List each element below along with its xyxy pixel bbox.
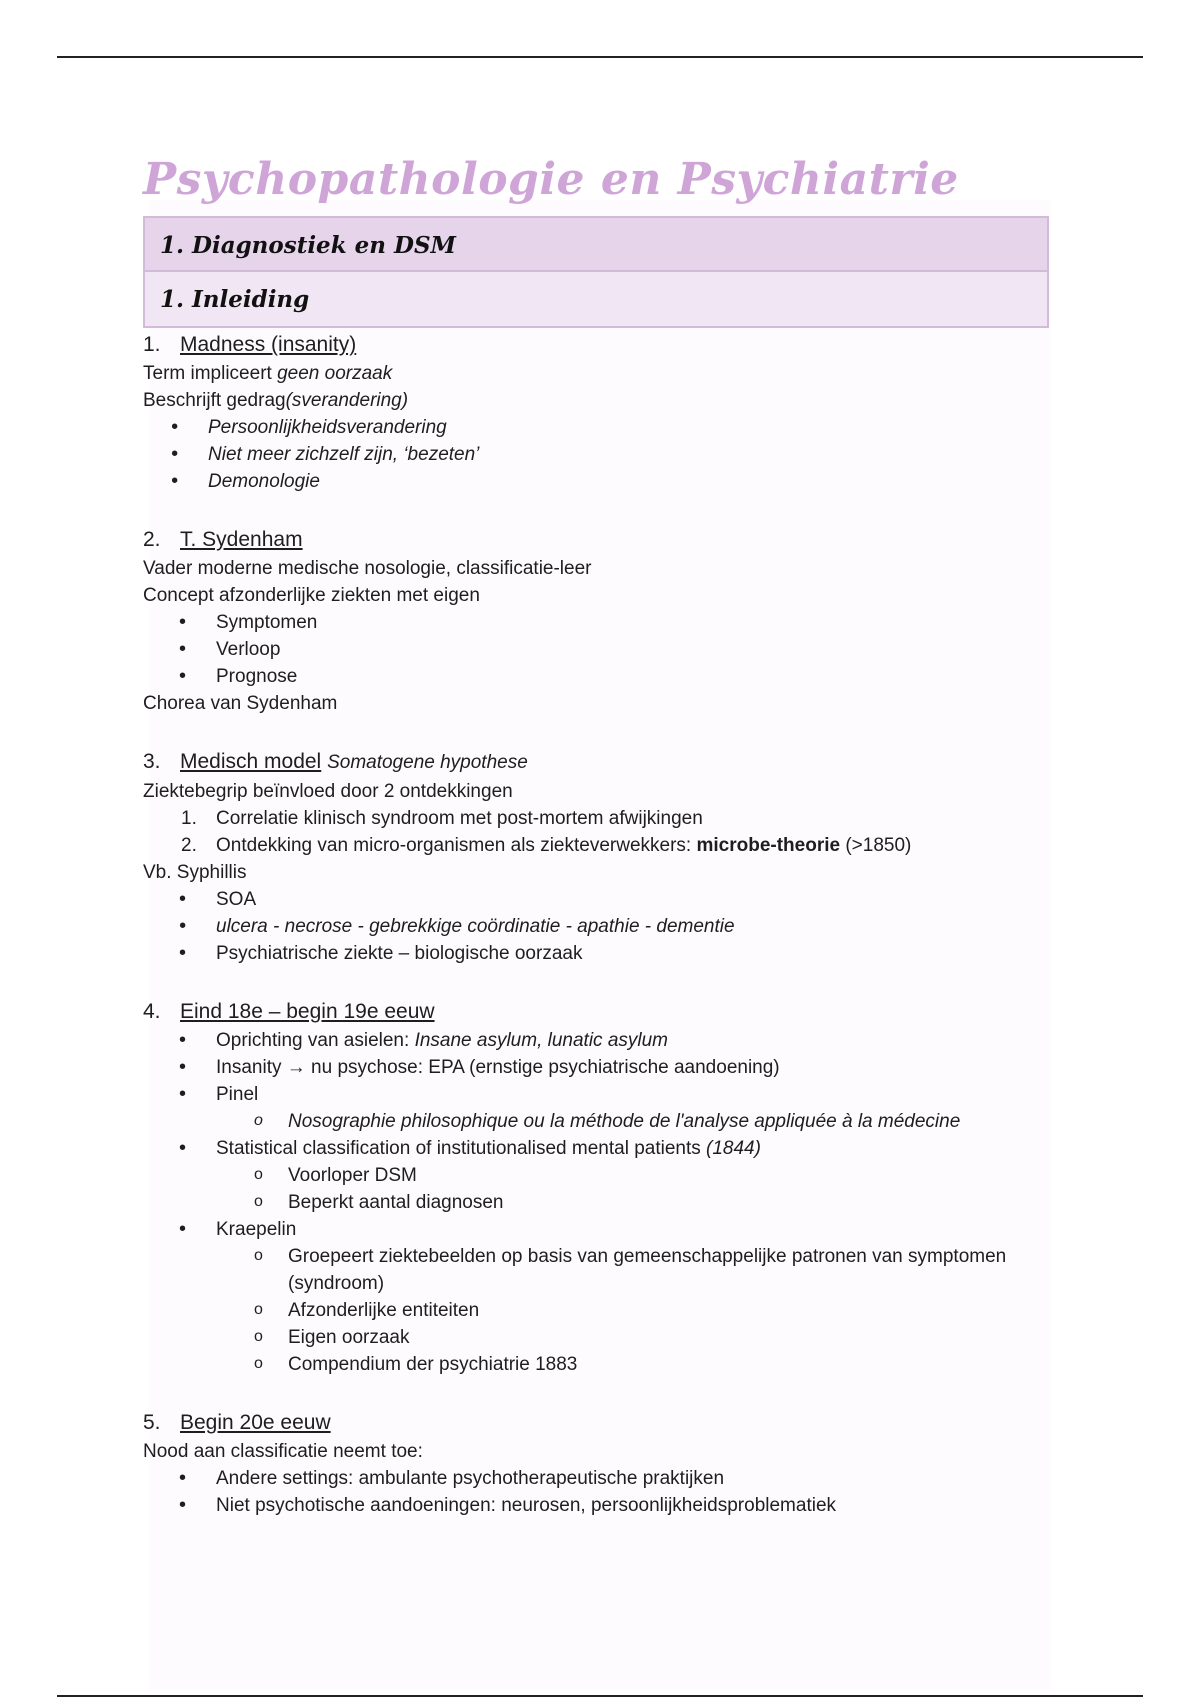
section-3-bullets: [143, 886, 1063, 967]
section-4-statistical-sublist: [143, 1162, 1063, 1216]
section-3-line-1: Ziektebegrip beïnvloed door 2 ontdekkingen: [143, 781, 513, 802]
section-4-kraepelin-sublist: [143, 1243, 1063, 1378]
list-item: • Symptomen: [143, 609, 1063, 636]
arrow-icon: →: [286, 1057, 306, 1078]
list-item: • Oprichting van asielen: Insane asylum, lunatic asylum: [143, 1027, 1063, 1054]
section-2-line-1: Vader moderne medische nosologie, classificatie-leer: [143, 558, 592, 579]
section-5-title: 5. Begin 20e eeuw: [143, 1411, 331, 1434]
list-item: • Niet meer zichzelf zijn, ‘bezeten’: [143, 441, 1063, 468]
section-3-line-2: Vb. Syphillis: [143, 862, 247, 883]
list-item: 1. Correlatie klinisch syndroom met post-mortem afwijkingen: [181, 808, 703, 829]
list-item: • Prognose: [143, 663, 1063, 690]
section-3-subtitle: Somatogene hypothese: [327, 752, 528, 773]
section-4-bullets: [143, 1027, 1063, 1108]
list-item: o Groepeert ziektebeelden op basis van gemeenschappelijke patronen van symptomen (syndroom): [143, 1243, 1063, 1297]
section-1-bullets: [143, 414, 1063, 495]
bottom-rule: [57, 1695, 1143, 1697]
list-item: • Demonologie: [143, 468, 1063, 495]
section-5-line-1: Nood aan classificatie neemt toe:: [143, 1441, 423, 1462]
section-5-bullets: [143, 1465, 1063, 1519]
list-item: • Persoonlijkheidsverandering: [143, 414, 1063, 441]
list-item: • SOA: [143, 886, 1063, 913]
list-item: • ulcera - necrose - gebrekkige coördinatie - apathie - dementie: [143, 913, 1063, 940]
section-1-title: 1. Madness (insanity): [143, 333, 357, 356]
chapter-heading: 1. Diagnostiek en DSM: [143, 216, 1049, 272]
section-3-title: 3. Medisch model Somatogene hypothese: [143, 750, 528, 773]
section-3-numbered-list: [143, 805, 1063, 859]
section-1-line-2: Beschrijft gedrag(sverandering): [143, 390, 409, 411]
section-4-pinel-sublist: [143, 1108, 1063, 1135]
list-item: • Insanity → nu psychose: EPA (ernstige psychiatrische aandoening): [143, 1054, 1063, 1081]
list-item: • Statistical classification of institutionalised mental patients (1844): [143, 1135, 1063, 1162]
list-item: o Eigen oorzaak: [143, 1324, 1063, 1351]
section-1-line-1: Term impliceert geen oorzaak: [143, 363, 393, 384]
list-item: • Andere settings: ambulante psychotherapeutische praktijken: [143, 1465, 1063, 1492]
list-item: 2. Ontdekking van micro-organismen als ziekteverwekkers: microbe-theorie (>1850): [181, 835, 912, 856]
document-body: [143, 150, 1063, 1519]
document-title: Psychopathologie en Psychiatrie: [143, 154, 959, 205]
section-heading: 1. Inleiding: [143, 272, 1049, 328]
list-item: o Beperkt aantal diagnosen: [143, 1189, 1063, 1216]
list-item: • Niet psychotische aandoeningen: neurosen, persoonlijkheidsproblematiek: [143, 1492, 1063, 1519]
list-item: • Psychiatrische ziekte – biologische oorzaak: [143, 940, 1063, 967]
list-item: o Nosographie philosophique ou la méthode de l'analyse appliquée à la médecine: [143, 1108, 1063, 1135]
list-item: • Kraepelin: [143, 1216, 1063, 1243]
section-2-title: 2. T. Sydenham: [143, 528, 303, 551]
list-item: o Compendium der psychiatrie 1883: [143, 1351, 1063, 1378]
list-item: • Pinel: [143, 1081, 1063, 1108]
list-item: • Verloop: [143, 636, 1063, 663]
list-item: o Voorloper DSM: [143, 1162, 1063, 1189]
section-2-line-2: Concept afzonderlijke ziekten met eigen: [143, 585, 480, 606]
section-2-bullets: [143, 609, 1063, 690]
list-item: o Afzonderlijke entiteiten: [143, 1297, 1063, 1324]
section-4-title: 4. Eind 18e – begin 19e eeuw: [143, 1000, 435, 1023]
section-2-line-3: Chorea van Sydenham: [143, 693, 338, 714]
top-rule: [57, 56, 1143, 58]
